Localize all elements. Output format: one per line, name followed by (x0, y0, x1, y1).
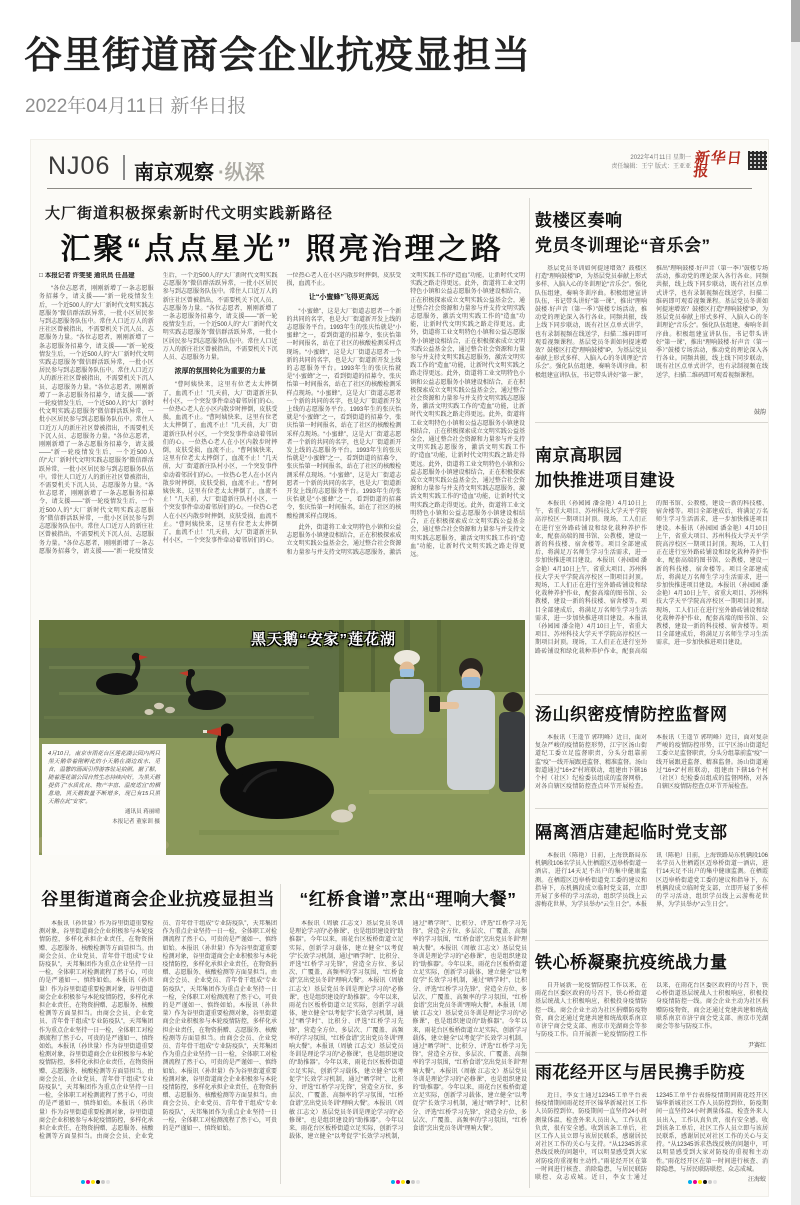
tangshan-body (535, 734, 768, 800)
mark-yellow (91, 1180, 95, 1184)
scrollbar[interactable] (791, 0, 800, 1205)
guli-body: 本报讯（孙世量）作为谷里街道重要检测对象，谷里街道商会企业积极参与本轮疫情防控，多样化承担企业责任，在物资捐赠、志愿服务、核酸检测等方面显担当。由商会会员、企业党员、青年骨干组成“专业防疫队”，天邦集团作为重点企业坚持一日一检，全体职工对检测流程了然于心，可贵的是严谨如一、慎终如始。本报讯（孙世量）作为谷里街道重要检测对象，谷里街道商会企业积极参与本轮疫情防控，多样化承担企业责任，在物资捐赠、志愿服务、核酸检测等方面显担当。由商会会员、企业党员、青年骨干组成“专业防疫队”，天邦集团作为重点企业坚持一日一检，全体职工对检测流程了然于心，可贵的是严谨如一、慎终如始。本报讯（孙世量）作为谷里街道重要检测对象，谷里街道商会企业积极参与本轮疫情防控，多样化承担企业责任，在物资捐赠、志愿服务、核酸检测等方面显担当。由商会会员、企业党员、青年骨干组成“专业防疫队”，天邦集团作为重点企业坚持一日一检，全体职工对检测流程了然于心，可贵的是严谨如一、慎终如始。本报讯（孙世量）作为谷里街道重要检测对象，谷里街道商会企业积极参与本轮疫情防控，多样化承担企业责任，在物资捐赠、志愿服务、核酸检测等方面显担当。由商会会员、企业党员、青年骨干组成“专业防疫队”，天邦集团作为重点企业坚持一日一检，全体职工对检测流程了然于心，可贵的是严谨如一、慎终如始。本报讯（孙世量）作为谷里街道重要检测对象，谷里街道商会企业积极参与本轮疫情防控，多样化承担企业责任，在物资捐赠、志愿服务、核酸检测等方面显担当。由商会会员、企业党员、青年骨干组成“专业防疫队”，天邦集团作为重点企业坚持一日一检，全体职工对检测流程了然于心，可贵的是严谨如一、慎终如始。本报讯（孙世量）作为谷里街道重要检测对象，谷里街道商会企业积极参与本轮疫情防控，多样化承担企业责任，在物资捐赠、志愿服务、核酸检测等方面显担当。由商会会员、企业党员、青年骨干组成“专业防疫队”，天邦集团作为重点企业坚持一日一检，全体职工对检测流程了然于心，可贵的是严谨如一、慎终如始。本报讯（孙世量）作为谷里街道重要检测对象，谷里街道商会企业积极参与本轮疫情防控，多样化承担企业责任，在物资捐赠、志愿服务、核酸检测等方面显担当。由商会会员、企业党员、青年骨干组成“专业防疫队”，天邦集团作为重点企业坚持一日一检，全体职工对检测流程了然于心，可贵的是严谨如一、慎终如始。 (39, 921, 277, 1141)
gaozhiyuan-headline-line1: 南京高职园 (535, 446, 623, 465)
rail-separator (535, 422, 768, 423)
mark-gray (106, 1180, 110, 1184)
gaozhiyuan-headline-line2: 加快推进项目建设 (535, 471, 675, 490)
gulou-body-text: 基层党员冬训如何提速增效？鼓楼区打造“理响鼓楼”IP，为基层党员奉献上形式多样、入脑入心的冬训理论“音乐会”。强化队伍组建，奏响冬训序曲。积极组建宣讲队伍，书记带头讲好“第一课”，推出“理响鼓楼·好声音（第一季）”鼓楼专场活动，推动党的理论深入各行各业。同频共振，线上线下同步联动，既有社区点单式讲学，也有录制视频在线送学，扫描二维码即可观看视频课程。基层党员冬训如何提速增效？鼓楼区打造“理响鼓楼”IP，为基层党员奉献上形式多样、入脑入心的冬训理论“音乐会”。强化队伍组建，奏响冬训序曲。积极组建宣讲队伍，书记带头讲好“第一课”，推出“理响鼓楼·好声音（第一季）”鼓楼专场活动，推动党的理论深入各行各业。同频共振，线上线下同步联动，既有社区点单式讲学，也有录制视频在线送学，扫描二维码即可观看视频课程。基层党员冬训如何提速增效？鼓楼区打造“理响鼓楼”IP，为基层党员奉献上形式多样、入脑入心的冬训理论“音乐会”。强化队伍组建，奏响冬训序曲。积极组建宣讲队伍，书记带头讲好“第一课”，推出“理响鼓楼·好声音（第一季）”鼓楼专场活动，推动党的理论深入各行各业。同频共振，线上线下同步联动，既有社区点单式讲学，也有录制视频在线送学，扫描二维码即可观看视频课程。 (535, 266, 768, 379)
lead-paragraph: “曹阿姨快来，这里有位老太太摔倒了，血流不止！”几天前，大厂街道新庄队村小区，一个突发事件牵动着邻居们的心。一位热心老人在小区内散步时摔倒，皮肤受损，血流不止。“曹阿姨快来，这里有位老太太摔倒了，血流不止！”几天前，大厂街道新庄队村小区，一个突发事件牵动着邻居们的心。一位热心老人在小区内散步时摔倒，皮肤受损，血流不止。“曹阿姨快来，这里有位老太太摔倒了，血流不止！”几天前，大厂街道新庄队村小区，一个突发事件牵动着邻居们的心。一位热心老人在小区内散步时摔倒，皮肤受损，血流不止。“曹阿姨快来，这里有位老太太摔倒了，血流不止！”几天前，大厂街道新庄队村小区，一个突发事件牵动着邻居们的心。一位热心老人在小区内散步时摔倒，皮肤受损，血流不止。“曹阿姨快来，这里有位老太太摔倒了，血流不止！”几天前，大厂街道新庄队村小区，一个突发事件牵动着邻居们的心。一位热心老人在小区内散步时摔倒，皮肤受损，血流不止。 (162, 273, 402, 545)
article-yuhua (535, 1060, 768, 1184)
article-geli-hotel (535, 820, 768, 926)
gulou-headline-line1: 鼓楼区奏响 (535, 211, 623, 230)
bottom-divider (280, 884, 281, 1184)
mark-yellow (401, 1180, 405, 1184)
newspaper-logo: 新华日报 (692, 150, 744, 180)
registration-marks (391, 1180, 420, 1185)
photo-credit-1: 通讯员 蒋丽晴 (124, 809, 160, 815)
article-hongqiao (289, 882, 527, 1186)
gulou-signature: 鼓韵 (750, 409, 766, 417)
rail-separator (535, 1052, 768, 1053)
mark-yellow (698, 1180, 702, 1184)
section-title (134, 156, 265, 185)
right-column (535, 200, 768, 1190)
article-date-source: 2022年04月11日 新华日报 (25, 96, 247, 117)
yuhua-signature: 汪海蛟 (744, 1176, 766, 1184)
mark-cyan (81, 1180, 85, 1184)
lead-kicker: 大厂街道积极探索新时代文明实践新路径 (45, 205, 334, 222)
page-title: 谷里街道商会企业抗疫显担当 (24, 35, 532, 77)
lead-byline: □ 本报记者 许雯斐 通讯员 任昌建 (39, 272, 135, 279)
yuhua-body (535, 1092, 768, 1184)
tangshan-body-text: 本报讯（王遥节 郭明峰）近日，面对复杂严峻的疫情防控形势，江宁区汤山街道纪工委立足监督职责，分头分组靠前监“疫”一线开展跟进监督、精准监督。汤山街道通过“16+2”村班联动，组建由下辖16个村（社区）纪检委员组成的监督网格，对各自辖区疫情防控查点环节开展检查。本报讯（王遥节 郭明峰）近日，面对复杂严峻的疫情防控形势，江宁区汤山街道纪工委立足监督职责，分头分组靠前监“疫”一线开展跟进监督、精准监督。汤山街道通过“16+2”村班联动，组建由下辖16个村（社区）纪检委员组成的监督网格，对各自辖区疫情防控查点环节开展检查。 (535, 735, 768, 791)
registration-marks (688, 1180, 717, 1185)
article-gaozhiyuan (535, 443, 768, 678)
photo-overlay-title: 黑天鹅“安家”莲花湖 (251, 631, 397, 648)
hotel-headline: 隔离酒店建起临时党支部 (535, 823, 728, 842)
hotel-body-text: 本报讯（陈艳）日前，上海铁路局东机辆段106名学员入住栖霞区迈皋桥街道一酒店，进行14天足不出户的集中健康监测。在栖霞区迈皋桥街道党工委的建议和指导下，东机辆段成立临时党支部，立即开展了多样的学习活动，组织学员线上云游梅花世界，为学员举办“云生日会”。本报讯（陈艳）日前，上海铁路局东机辆段106名学员入住栖霞区迈皋桥街道一酒店，进行14天足不出户的集中健康监测。在栖霞区迈皋桥街道党工委的建议和指导下，东机辆段成立临时党支部，立即开展了多样的学习活动，组织学员线上云游梅花世界，为学员举办“云生日会”。 (535, 853, 768, 909)
mark-black (406, 1180, 410, 1184)
hongqiao-body: 本报讯（周敏 江志文）基层党员冬训是理论学习的“必修课”，也是组织建设的“助推器”。今年以来，雨花台区板桥街道立足实际，创新学习载体，建立健全“以考促学”长效学习机制，通过“晒学时”、比积分、评选“红桥学习先锋”，营造全方位、多层次、广覆盖、高频率的学习氛围，“红桥食谱”烹出党员冬训“理响大餐”。本报讯（周敏 江志文）基层党员冬训是理论学习的“必修课”，也是组织建设的“助推器”。今年以来，雨花台区板桥街道立足实际，创新学习载体，建立健全“以考促学”长效学习机制，通过“晒学时”、比积分、评选“红桥学习先锋”，营造全方位、多层次、广覆盖、高频率的学习氛围，“红桥食谱”烹出党员冬训“理响大餐”。本报讯（周敏 江志文）基层党员冬训是理论学习的“必修课”，也是组织建设的“助推器”。今年以来，雨花台区板桥街道立足实际，创新学习载体，建立健全“以考促学”长效学习机制，通过“晒学时”、比积分、评选“红桥学习先锋”，营造全方位、多层次、广覆盖、高频率的学习氛围，“红桥食谱”烹出党员冬训“理响大餐”。本报讯（周敏 江志文）基层党员冬训是理论学习的“必修课”，也是组织建设的“助推器”。今年以来，雨花台区板桥街道立足实际，创新学习载体，建立健全“以考促学”长效学习机制，通过“晒学时”、比积分、评选“红桥学习先锋”，营造全方位、多层次、广覆盖、高频率的学习氛围，“红桥食谱”烹出党员冬训“理响大餐”。本报讯（周敏 江志文）基层党员冬训是理论学习的“必修课”，也是组织建设的“助推器”。今年以来，雨花台区板桥街道立足实际，创新学习载体，建立健全“以考促学”长效学习机制，通过“晒学时”、比积分、评选“红桥学习先锋”，营造全方位、多层次、广覆盖、高频率的学习氛围，“红桥食谱”烹出党员冬训“理响大餐”。本报讯（周敏 江志文）基层党员冬训是理论学习的“必修课”，也是组织建设的“助推器”。今年以来，雨花台区板桥街道立足实际，创新学习载体，建立健全“以考促学”长效学习机制，通过“晒学时”、比积分、评选“红桥学习先锋”，营造全方位、多层次、广覆盖、高频率的学习氛围，“红桥食谱”烹出党员冬训“理响大餐”。本报讯（周敏 江志文）基层党员冬训是理论学习的“必修课”，也是组织建设的“助推器”。今年以来，雨花台区板桥街道立足实际，创新学习载体，建立健全“以考促学”长效学习机制，通过“晒学时”、比积分、评选“红桥学习先锋”，营造全方位、多层次、广覆盖、高频率的学习氛围，“红桥食谱”烹出党员冬训“理响大餐”。 (289, 921, 527, 1141)
mark-gray (411, 1180, 415, 1184)
lead-subhead-2: 让“小蜜蜂”飞得更高远 (308, 294, 379, 302)
gaozhiyuan-headline (535, 443, 768, 493)
masthead-rule (47, 188, 752, 189)
photo-credit-2: 本报记者 董家训 摄 (112, 819, 160, 825)
tiexinqiao-body-text: 自开展新一轮疫情防控工作以来，在雨花台区委区政府的号召下，铁心桥街道基层统战人士积极响应，积极投身疫情防控一线。商会企业主动为社区捐赠防疫物资，商会还通过党建共建和统战联系南京市济宁商会党支部、南京市芜湖商会等参与防疫工作。自开展新一轮疫情防控工作以来，在雨花台区委区政府的号召下，铁心桥街道基层统战人士积极响应，积极投身疫情防控一线。商会企业主动为社区捐赠防疫物资，商会还通过党建共建和统战联系南京市济宁商会党支部、南京市芜湖商会等参与防疫工作。 (535, 983, 768, 1039)
lead-body (39, 272, 525, 618)
mark-magenta (86, 1180, 90, 1184)
tiexinqiao-headline: 铁心桥凝聚抗疫统战力量 (535, 953, 728, 972)
article-gulou (535, 208, 768, 417)
photo-caption-text: 4月10日，南京市雨花台区莲花湖公园内两只黑天鹅带着刚孵化的小天鹅在湖边戏水、觅食，温馨的画面引得游客驻足拍照。据了解，随着莲花湖公园自然生态持续向好，为黑天鹅提供了“水质优良、物产丰富、温度适宜”的栖息地，黑天鹅数量不断增多，现已有15只黑天鹅在此“安家”。 (48, 751, 160, 805)
masthead-divider (123, 155, 125, 180)
rail-separator (535, 694, 768, 695)
photo-caption (42, 744, 166, 855)
yuhua-headline: 雨花经开区与居民携手防疫 (535, 1063, 745, 1082)
edition-date: 2022年4月11日 星期一 (630, 155, 691, 161)
news-photo (39, 620, 525, 855)
scrollbar-thumb[interactable] (791, 0, 800, 42)
gaozhiyuan-body (535, 500, 768, 678)
registration-marks (81, 1180, 110, 1185)
mark-gray (713, 1180, 717, 1184)
lead-paragraph: “小蜜蜂”，这是大厂街道志愿者一个新的共同的名字，也是大厂街道新开发上线的志愿服务平台。1993年生的张庆怡就是“小蜜蜂”之一，看到街道的招募令，张庆怡第一时间报名，站在了社区的核酸检测采样点现场。“小蜜蜂”，这是大厂街道志愿者一个新的共同的名字，也是大厂街道新开发上线的志愿服务平台。1993年生的张庆怡就是“小蜜蜂”之一，看到街道的招募令，张庆怡第一时间报名，站在了社区的核酸检测采样点现场。“小蜜蜂”，这是大厂街道志愿者一个新的共同的名字，也是大厂街道新开发上线的志愿服务平台。1993年生的张庆怡就是“小蜜蜂”之一，看到街道的招募令，张庆怡第一时间报名，站在了社区的核酸检测采样点现场。“小蜜蜂”，这是大厂街道志愿者一个新的共同的名字，也是大厂街道新开发上线的志愿服务平台。1993年生的张庆怡就是“小蜜蜂”之一，看到街道的招募令，张庆怡第一时间报名，站在了社区的核酸检测采样点现场。“小蜜蜂”，这是大厂街道志愿者一个新的共同的名字，也是大厂街道新开发上线的志愿服务平台。1993年生的张庆怡就是“小蜜蜂”之一，看到街道的招募令，张庆怡第一时间报名，站在了社区的核酸检测采样点现场。 (286, 308, 402, 520)
lead-subhead-1: 浓厚的氛围转化为重要的力量 (174, 368, 266, 376)
article-guli (39, 882, 277, 1186)
page-number: NJ06 (48, 152, 111, 180)
section-name: 南京观察 (134, 162, 214, 184)
mark-black (96, 1180, 100, 1184)
gulou-headline (535, 208, 768, 258)
mark-magenta (396, 1180, 400, 1184)
tiexinqiao-body (535, 982, 768, 1050)
mark-magenta (693, 1180, 697, 1184)
qr-code (748, 151, 767, 170)
yuhua-body-text: 近日，李女士通过12345工单平台表扬疫情期间雨花经开区锦华新城社区工作人员防控到位，防疫期间一直坚持24小时测量体温，检查外来人员出入，工作认真负责，很有安全感。收到该条工单后，社区工作人员立即与该居民联系，感谢居民对社区工作的关心与支持。“从12345诉求热线反映的问题中，可以明显感受到大家对防疫的重视和主动性。”雨花经开区在第一时间进行核查、消除隐患，与居民联防联控、众志成城。近日，李女士通过12345工单平台表扬疫情期间雨花经开区锦华新城社区工作人员防控到位，防疫期间一直坚持24小时测量体温，检查外来人员出入，工作认真负责，很有安全感。收到该条工单后，社区工作人员立即与该居民联系，感谢居民对社区工作的关心与支持。“从12345诉求热线反映的问题中，可以明显感受到大家对防疫的重视和主动性。”雨花经开区在第一时间进行核查、消除隐患，与居民联防联控、众志成城。 (535, 1093, 768, 1182)
guli-headline: 谷里街道商会企业抗疫显担当 (41, 889, 275, 909)
newspaper-page-scan[interactable] (31, 140, 768, 1196)
mark-cyan (391, 1180, 395, 1184)
mark-gray (708, 1180, 712, 1184)
lead-headline: 汇聚“点点星光” 照亮治理之路 (60, 233, 504, 266)
hotel-body (535, 852, 768, 926)
article-tiexinqiao (535, 950, 768, 1050)
gaozhiyuan-body-text: 本报讯（孙园园 潘金艳）4月10日上午，省重大项目、苏州科技大学天平学院高淳校区一期项目封顶。现场，工人们正在进行室外路砖铺设和绿化栽种养护作业，配套高端的图书馆、公教楼，建设一新的科技楼、宿舍楼等。项目全部建成后，将满足万名师生学习生活需求，进一步加快推进项目建设。本报讯（孙园园 潘金艳）4月10日上午，省重大项目、苏州科技大学天平学院高淳校区一期项目封顶。现场，工人们正在进行室外路砖铺设和绿化栽种养护作业，配套高端的图书馆、公教楼，建设一新的科技楼、宿舍楼等。项目全部建成后，将满足万名师生学习生活需求，进一步加快推进项目建设。本报讯（孙园园 潘金艳）4月10日上午，省重大项目、苏州科技大学天平学院高淳校区一期项目封顶。现场，工人们正在进行室外路砖铺设和绿化栽种养护作业，配套高端的图书馆、公教楼，建设一新的科技楼、宿舍楼等。项目全部建成后，将满足万名师生学习生活需求，进一步加快推进项目建设。本报讯（孙园园 潘金艳）4月10日上午，省重大项目、苏州科技大学天平学院高淳校区一期项目封顶。现场，工人们正在进行室外路砖铺设和绿化栽种养护作业，配套高端的图书馆、公教楼，建设一新的科技楼、宿舍楼等。项目全部建成后，将满足万名师生学习生活需求，进一步加快推进项目建设。本报讯（孙园园 潘金艳）4月10日上午，省重大项目、苏州科技大学天平学院高淳校区一期项目封顶。现场，工人们正在进行室外路砖铺设和绿化栽种养护作业，配套高端的图书馆、公教楼，建设一新的科技楼、宿舍楼等。项目全部建成后，将满足万名师生学习生活需求，进一步加快推进项目建设。 (535, 501, 768, 655)
mark-black (703, 1180, 707, 1184)
edition-editors: 责任编辑：王宁 版式：王亚亚 (611, 164, 691, 170)
gulou-headline-line2: 党员冬训理论“音乐会” (535, 236, 711, 255)
gulou-body (535, 265, 768, 417)
rail-separator (535, 940, 768, 941)
mark-gray (416, 1180, 420, 1184)
section-subname: ·纵深 (218, 162, 265, 184)
column-divider (529, 198, 530, 1188)
lead-paragraph: “各位志愿者，刚刚新增了一条志愿服务招募令，请支援——”新一轮疫情发生后，一个近500人的“大厂新时代文明实践志愿服务”微信群活跃异常，一批小区居民参与到志愿服务队伍中。常住人口近万人的新庄社区曾被指出，不需要机关下沉人员、志愿服务力量。“各位志愿者，刚刚新增了一条志愿服务招募令，请支援——”新一轮疫情发生后，一个近500人的“大厂新时代文明实践志愿服务”微信群活跃异常，一批小区居民参与到志愿服务队伍中。常住人口近万人的新庄社区曾被指出，不需要机关下沉人员、志愿服务力量。“各位志愿者，刚刚新增了一条志愿服务招募令，请支援——”新一轮疫情发生后，一个近500人的“大厂新时代文明实践志愿服务”微信群活跃异常，一批小区居民参与到志愿服务队伍中。常住人口近万人的新庄社区曾被指出，不需要机关下沉人员、志愿服务力量。“各位志愿者，刚刚新增了一条志愿服务招募令，请支援——”新一轮疫情发生后，一个近500人的“大厂新时代文明实践志愿服务”微信群活跃异常，一批小区居民参与到志愿服务队伍中。常住人口近万人的新庄社区曾被指出，不需要机关下沉人员、志愿服务力量。“各位志愿者，刚刚新增了一条志愿服务招募令，请支援——”新一轮疫情发生后，一个近500人的“大厂新时代文明实践志愿服务”微信群活跃异常，一批小区居民参与到志愿服务队伍中。常住人口近万人的新庄社区曾被指出，不需要机关下沉人员、志愿服务力量。“各位志愿者，刚刚新增了一条志愿服务招募令，请支援——”新一轮疫情发生后，一个近500人的“大厂新时代文明实践志愿服务”微信群活跃异常，一批小区居民参与到志愿服务队伍中。常住人口近万人的新庄社区曾被指出，不需要机关下沉人员、志愿服务力量。“各位志愿者，刚刚新增了一条志愿服务招募令，请支援——”新一轮疫情发生后，一个近500人的“大厂新时代文明实践志愿服务”微信群活跃异常，一批小区居民参与到志愿服务队伍中。常住人口近万人的新庄社区曾被指出，不需要机关下沉人员、志愿服务力量。 (39, 273, 278, 555)
hongqiao-headline: “红桥食谱”烹出“理响大餐” (299, 889, 517, 909)
mark-cyan (688, 1180, 692, 1184)
mark-gray (101, 1180, 105, 1184)
lead-paragraph: 此外，街道将工业文明特色小镇和公益志愿服务小镇建设相结合，正在积极探索成立文明实践公益基金会，通过整合社会资源和力量参与并支持文明实践志愿服务，激活文明实践工作的“造血”功能，让新时代文明实践之路走得更远。此外，街道将工业文明特色小镇和公益志愿服务小镇建设相结合，正在积极探索成立文明实践公益基金会，通过整合社会资源和力量参与并支持文明实践志愿服务，激活文明实践工作的“造血”功能，让新时代文明实践之路走得更远。此外，街道将工业文明特色小镇和公益志愿服务小镇建设相结合，正在积极探索成立文明实践公益基金会，通过整合社会资源和力量参与并支持文明实践志愿服务，激活文明实践工作的“造血”功能，让新时代文明实践之路走得更远。此外，街道将工业文明特色小镇和公益志愿服务小镇建设相结合，正在积极探索成立文明实践公益基金会，通过整合社会资源和力量参与并支持文明实践志愿服务，激活文明实践工作的“造血”功能，让新时代文明实践之路走得更远。此外，街道将工业文明特色小镇和公益志愿服务小镇建设相结合，正在积极探索成立文明实践公益基金会，通过整合社会资源和力量参与并支持文明实践志愿服务，激活文明实践工作的“造血”功能，让新时代文明实践之路走得更远。此外，街道将工业文明特色小镇和公益志愿服务小镇建设相结合，正在积极探索成立文明实践公益基金会，通过整合社会资源和力量参与并支持文明实践志愿服务，激活文明实践工作的“造血”功能，让新时代文明实践之路走得更远。此外，街道将工业文明特色小镇和公益志愿服务小镇建设相结合，正在积极探索成立文明实践公益基金会，通过整合社会资源和力量参与并支持文明实践志愿服务，激活文明实践工作的“造血”功能，让新时代文明实践之路走得更远。 (286, 273, 525, 558)
edition-info (591, 154, 691, 172)
tangshan-headline: 汤山织密疫情防控监督网 (535, 705, 728, 724)
rail-separator (535, 808, 768, 809)
tiexinqiao-signature: 尹赛红 (744, 1042, 766, 1050)
article-tangshan (535, 702, 768, 800)
